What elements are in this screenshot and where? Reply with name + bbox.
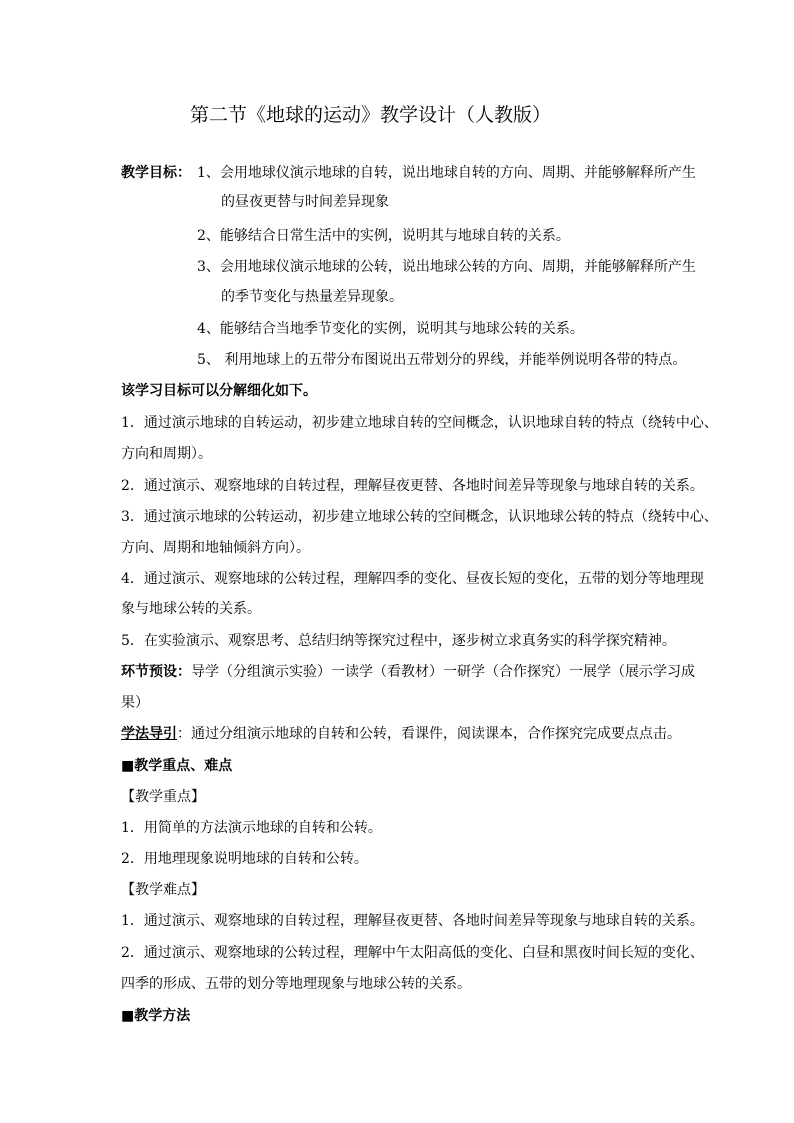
method-guide-label: 学法导引 xyxy=(121,726,177,742)
stages-text: 导学（分组演示实验）一读学（看教材）一研学（合作探究）一展学（展示学习成 xyxy=(191,664,695,680)
objective-line: 5、 利用地球上的五带分布图说出五带划分的界线，并能举例说明各带的特点。 xyxy=(197,352,687,368)
breakdown-heading: 该学习目标可以分解细化如下。 xyxy=(121,383,317,399)
breakdown-line: 2．通过演示、观察地球的自转过程，理解昼夜更替、各地时间差异等现象与地球自转的关系。 xyxy=(121,478,704,494)
objective-line: 2、能够结合日常生活中的实例，说明其与地球自转的关系。 xyxy=(197,228,570,244)
stages-line xyxy=(121,665,695,679)
objective-line: 4、能够结合当地季节变化的实例，说明其与地球公转的关系。 xyxy=(197,321,584,337)
breakdown-line: 4．通过演示、观察地球的公转过程，理解四季的变化、昼夜长短的变化，五带的划分等地理现 xyxy=(121,571,704,587)
stages-line-continued: 果） xyxy=(121,695,149,711)
methods-heading: ■教学方法 xyxy=(121,1008,191,1024)
objective-line: 1、会用地球仪演示地球的自转，说出地球自转的方向、周期、并能够解释所产生 xyxy=(197,165,696,181)
key-points-heading: ■教学重点、难点 xyxy=(121,758,233,774)
breakdown-line: 象与地球公转的关系。 xyxy=(121,601,261,617)
breakdown-line: 3．通过演示地球的公转运动，初步建立地球公转的空间概念，认识地球公转的特点（绕转中心、 xyxy=(121,509,718,525)
difficulty-label: 【教学难点】 xyxy=(121,882,205,898)
breakdown-line: 方向和周期）。 xyxy=(121,446,212,462)
method-guide-line xyxy=(121,727,681,741)
method-guide-text: ：通过分组演示地球的自转和公转，看课件，阅读课本，合作探究完成要点点击。 xyxy=(177,726,681,742)
breakdown-line: 5．在实验演示、观察思考、总结归纳等探究过程中，逐步树立求真务实的科学探究精神。 xyxy=(121,633,676,649)
difficulty-item: 1．通过演示、观察地球的自转过程，理解昼夜更替、各地时间差异等现象与地球自转的关系。 xyxy=(121,913,704,929)
focus-item: 2．用地理现象说明地球的自转和公转。 xyxy=(121,851,368,867)
objective-line: 3、会用地球仪演示地球的公转，说出地球公转的方向、周期，并能够解释所产生 xyxy=(197,259,696,275)
focus-label: 【教学重点】 xyxy=(121,789,205,805)
objective-line: 的昼夜更替与时间差异现象 xyxy=(221,194,389,210)
objectives-label: 教学目标： xyxy=(121,165,191,181)
focus-item: 1．用简单的方法演示地球的自转和公转。 xyxy=(121,820,382,836)
document-title: 第二节《地球的运动》教学设计（人教版） xyxy=(190,104,552,126)
breakdown-line: 方向、周期和地轴倾斜方向）。 xyxy=(121,540,310,556)
difficulty-item: 四季的形成、五带的划分等地理现象与地球公转的关系。 xyxy=(121,976,471,992)
objective-line: 的季节变化与热量差异现象。 xyxy=(221,289,403,305)
difficulty-item: 2．通过演示、观察地球的公转过程，理解中午太阳高低的变化、白昼和黑夜时间长短的变化、 xyxy=(121,945,704,961)
stages-label: 环节预设： xyxy=(121,664,191,680)
breakdown-line: 1．通过演示地球的自转运动，初步建立地球自转的空间概念，认识地球自转的特点（绕转中心、 xyxy=(121,415,718,431)
